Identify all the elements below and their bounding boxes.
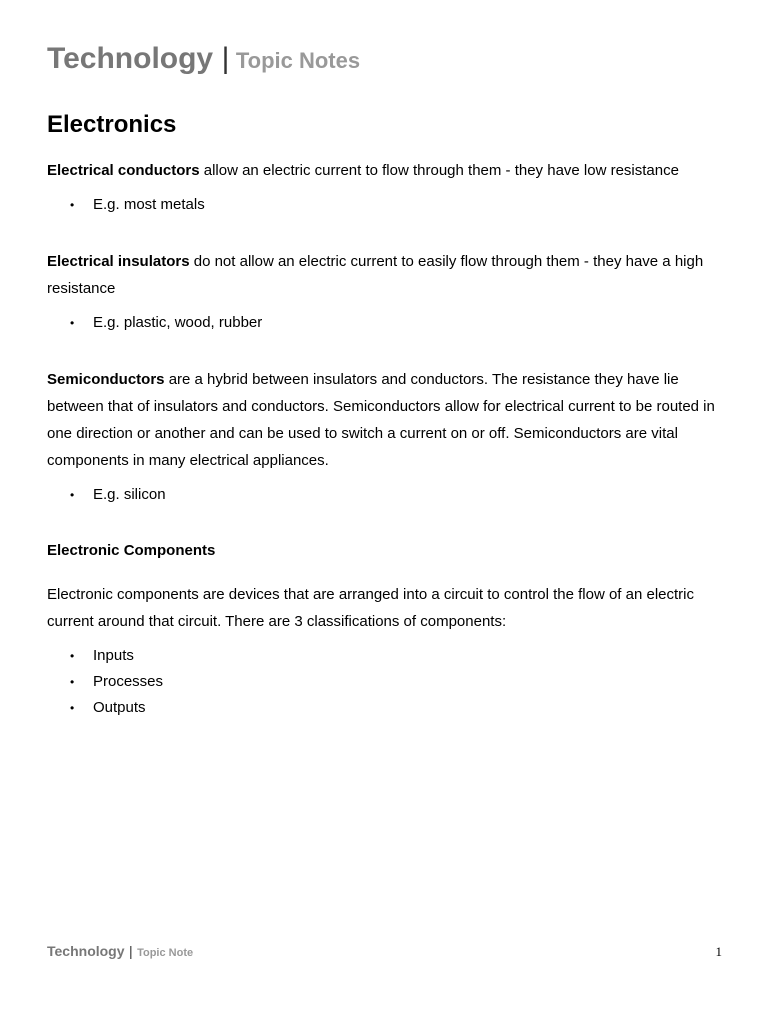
footer-separator: | xyxy=(128,943,133,959)
conductors-paragraph xyxy=(47,157,727,184)
components-list xyxy=(47,643,727,721)
list-item-text: Processes xyxy=(93,673,164,690)
components-paragraph: Electronic components are devices that are arranged into a circuit to control the flow of an electric current around that circuit. There are 3 classifications of components: xyxy=(47,586,694,630)
bullet-icon: • xyxy=(70,649,75,663)
semiconductors-term: Semiconductors xyxy=(47,371,165,388)
list-item-text: E.g. silicon xyxy=(93,486,166,503)
bullet-icon: • xyxy=(70,198,75,212)
list-item-text: Inputs xyxy=(93,647,134,664)
bullet-icon: • xyxy=(70,701,75,715)
footer-subtitle: Topic Note xyxy=(137,947,194,959)
page-content xyxy=(47,108,727,721)
list-item xyxy=(47,310,727,336)
page-header xyxy=(47,42,360,76)
header-separator: | xyxy=(221,42,230,75)
conductors-text: allow an electric current to flow through them - they have low resistance xyxy=(199,162,679,179)
list-item-text: E.g. most metals xyxy=(93,196,205,213)
semiconductors-list xyxy=(47,482,727,508)
bullet-icon: • xyxy=(70,316,75,330)
list-item-text: Outputs xyxy=(93,699,146,716)
list-item xyxy=(47,669,727,695)
page-number: 1 xyxy=(715,944,722,959)
insulators-term: Electrical insulators xyxy=(47,253,190,270)
list-item xyxy=(47,643,727,669)
bullet-icon: • xyxy=(70,675,75,689)
bullet-icon: • xyxy=(70,488,75,502)
list-item-text: E.g. plastic, wood, rubber xyxy=(93,314,263,331)
header-subtitle: Topic Notes xyxy=(235,48,361,73)
list-item xyxy=(47,482,727,508)
list-item xyxy=(47,192,727,218)
semiconductors-paragraph xyxy=(47,366,727,474)
list-item xyxy=(47,695,727,721)
header-brand: Technology xyxy=(47,42,214,75)
footer-brand: Technology xyxy=(47,943,125,959)
insulators-list xyxy=(47,310,727,336)
page-title: Electronics xyxy=(47,111,177,138)
insulators-paragraph xyxy=(47,248,727,302)
conductors-term: Electrical conductors xyxy=(47,162,200,179)
conductors-list xyxy=(47,192,727,218)
page-footer xyxy=(47,943,722,961)
insulators-text: do not allow an electric current to easily flow through them - they have a high resistance xyxy=(47,253,704,297)
components-heading: Electronic Components xyxy=(47,542,216,559)
semiconductors-text: are a hybrid between insulators and conductors. The resistance they have lie between that of insulators and conductors. Semiconductors allow for electrical current to be routed in one direction or another and can be used to switch a current on or off. Semiconductors are vital components in many electrical appliances. xyxy=(47,371,715,469)
